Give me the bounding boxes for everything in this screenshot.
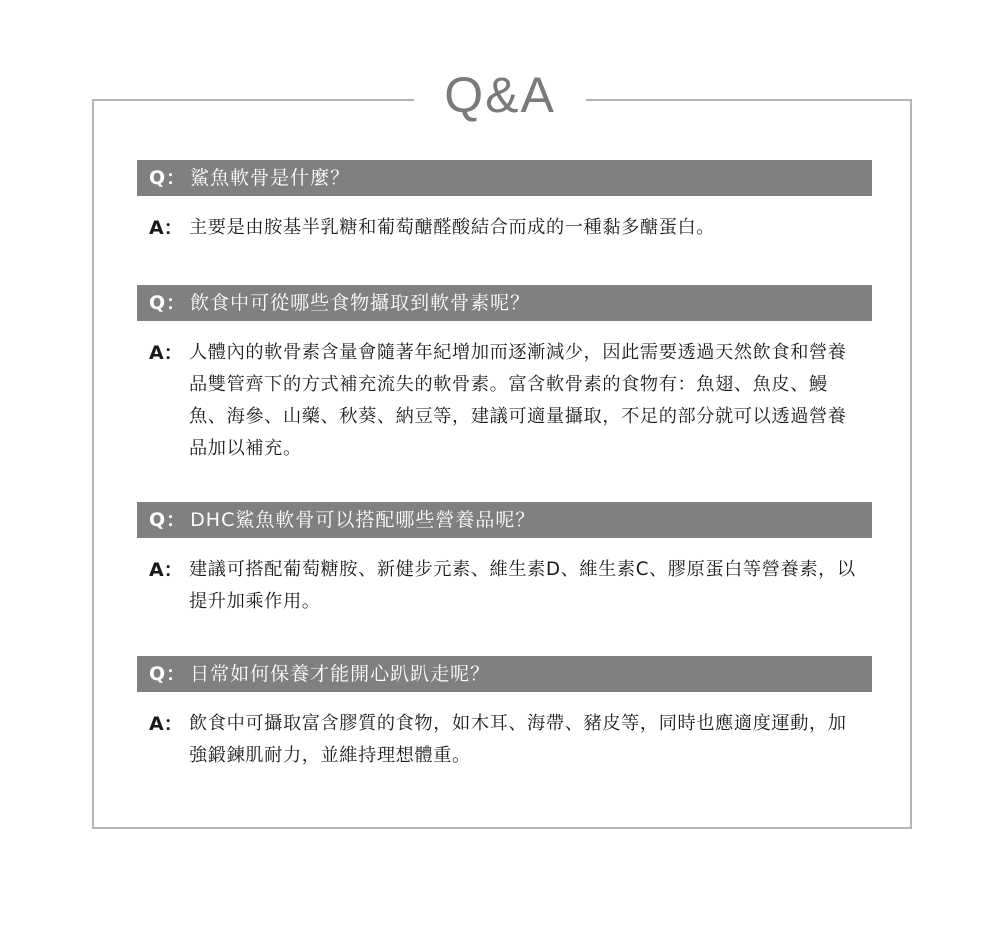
answer-prefix: A： [149, 713, 183, 735]
answer-text: 人體內的軟骨素含量會隨著年紀增加而逐漸減少，因此需要透過天然飲食和營養品雙管齊下的方式補充流失的軟骨素。富含軟骨素的食物有：魚翅、魚皮、鰻魚、海參、山藥、秋葵、納豆等，建議可適量攝取，不足的部分就可以透過營養品加以補充。 [189, 342, 847, 459]
question-prefix: Q： [149, 663, 187, 685]
qa-item [137, 160, 872, 244]
answer-text: 飲食中可攝取富含膠質的食物，如木耳、海帶、豬皮等，同時也應適度運動，加強鍛鍊肌耐力，並維持理想體重。 [189, 713, 847, 766]
question-bar [137, 285, 872, 321]
qa-item [137, 285, 872, 465]
question-bar [137, 502, 872, 538]
question-prefix: Q： [149, 509, 187, 531]
question-text: DHC鯊魚軟骨可以搭配哪些營養品呢？ [190, 509, 536, 531]
answer-text: 主要是由胺基半乳糖和葡萄醣醛酸結合而成的一種黏多醣蛋白。 [189, 217, 716, 238]
question-bar [137, 160, 872, 196]
answer-prefix: A： [149, 217, 183, 239]
answer-row [149, 212, 872, 244]
question-text: 飲食中可從哪些食物攝取到軟骨素呢？ [190, 292, 531, 314]
question-prefix: Q： [149, 292, 187, 314]
question-prefix: Q： [149, 167, 187, 189]
qa-item [137, 656, 872, 772]
question-bar [137, 656, 872, 692]
page-title: Q&A [414, 66, 586, 124]
answer-prefix: A： [149, 559, 183, 581]
answer-prefix: A： [149, 342, 183, 364]
answer-row [149, 337, 872, 465]
question-text: 鯊魚軟骨是什麼？ [190, 167, 351, 189]
answer-row [149, 554, 872, 618]
answer-row [149, 708, 872, 772]
question-text: 日常如何保養才能開心趴趴走呢？ [190, 663, 491, 685]
answer-text: 建議可搭配葡萄糖胺、新健步元素、維生素D、維生素C、膠原蛋白等營養素，以提升加乘作用。 [189, 559, 856, 612]
qa-item [137, 502, 872, 618]
